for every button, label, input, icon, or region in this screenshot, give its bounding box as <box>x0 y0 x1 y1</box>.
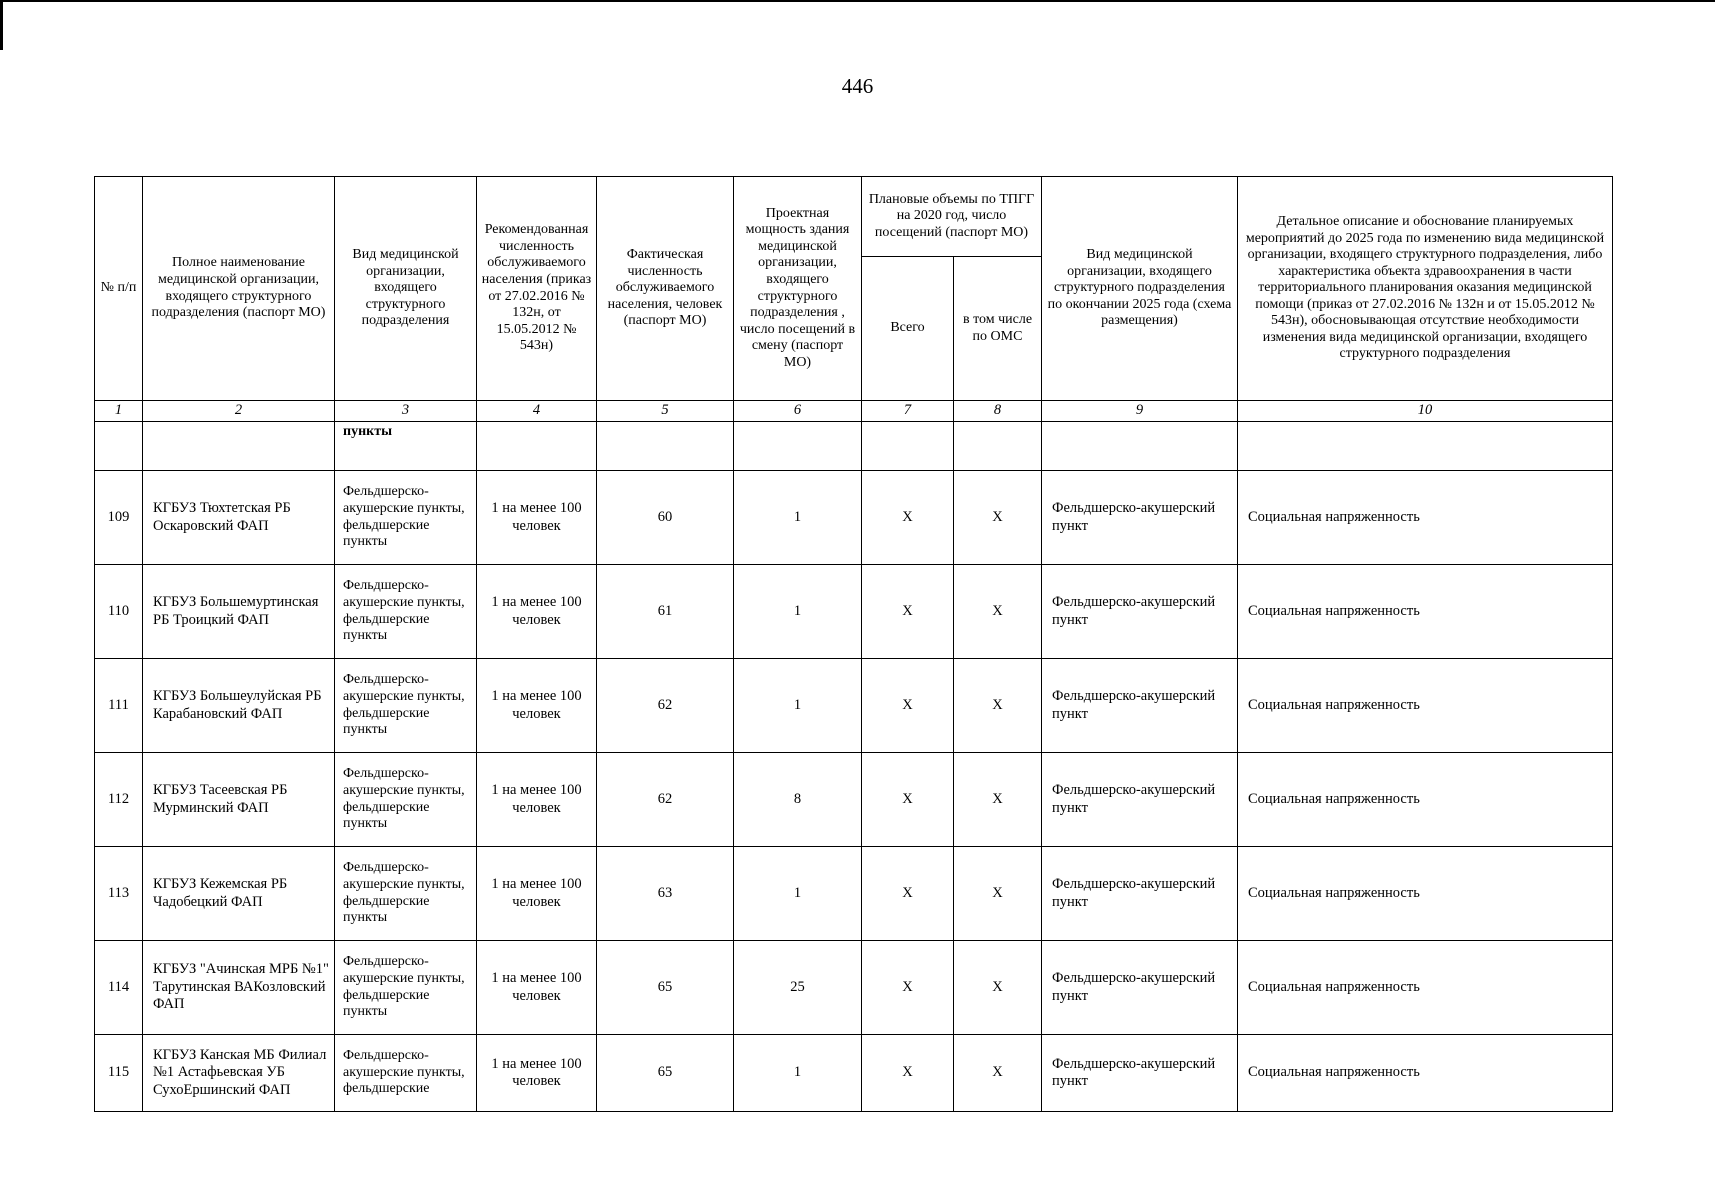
header-actual-population: Фактическая численность обслуживаемого населения, человек (паспорт МО) <box>597 177 734 401</box>
header-total: Всего <box>862 257 954 401</box>
actual-population: 62 <box>597 753 734 847</box>
kind-2025: Фельдшерско-акушерский пункт <box>1042 471 1238 565</box>
column-number: 2 <box>143 401 335 422</box>
column-number: 9 <box>1042 401 1238 422</box>
design-capacity: 1 <box>734 471 862 565</box>
design-capacity: 25 <box>734 941 862 1035</box>
kind-2025: Фельдшерско-акушерский пункт <box>1042 847 1238 941</box>
planned-total: Х <box>862 471 954 565</box>
row-number: 110 <box>95 565 143 659</box>
row-number: 115 <box>95 1035 143 1112</box>
description: Социальная напряженность <box>1238 659 1613 753</box>
org-name: КГБУЗ Большемуртинская РБ Троицкий ФАП <box>143 565 335 659</box>
header-design-capacity: Проектная мощность здания медицинской организации, входящего структурного подразделения , число посещений в смену (паспорт МО) <box>734 177 862 401</box>
org-name: КГБУЗ Канская МБ Филиал №1 Астафьевская УБ СухоЕршинский ФАП <box>143 1035 335 1112</box>
column-number: 3 <box>335 401 477 422</box>
page-number: 446 <box>841 74 874 98</box>
planned-total: Х <box>862 753 954 847</box>
header-description: Детальное описание и обоснование планируемых мероприятий до 2025 года по изменению вида медицинской организации, входящего структурного подразделения, либо характеристика объекта здравоохранения в части территориального планирования оказания медицинской помощи (приказ от 27.02.2016 № 132н и от 15.05.2012 № 543н), обосновывающая отсутствие необходимости изменения вида медицинской организации, входящего структурного подразделения <box>1238 177 1613 401</box>
table-row <box>95 471 1613 565</box>
column-number: 1 <box>95 401 143 422</box>
recommended-population: 1 на менее 100 человек <box>477 847 597 941</box>
table-container <box>94 176 1612 1112</box>
planned-oms: Х <box>954 565 1042 659</box>
planned-oms: Х <box>954 847 1042 941</box>
planned-total: Х <box>862 565 954 659</box>
table-row <box>95 659 1613 753</box>
recommended-population: 1 на менее 100 человек <box>477 753 597 847</box>
column-number: 4 <box>477 401 597 422</box>
actual-population: 63 <box>597 847 734 941</box>
org-name: КГБУЗ Большеулуйская РБ Карабановский ФАП <box>143 659 335 753</box>
org-kind: Фельдшерско-акушерские пункты, фельдшерские пункты <box>335 659 477 753</box>
kind-2025: Фельдшерско-акушерский пункт <box>1042 941 1238 1035</box>
row-number: 113 <box>95 847 143 941</box>
recommended-population: 1 на менее 100 человек <box>477 1035 597 1112</box>
table-row <box>95 1035 1613 1112</box>
scan-left-edge-mark <box>0 0 3 50</box>
description: Социальная напряженность <box>1238 565 1613 659</box>
org-name: КГБУЗ Кежемская РБ Чадобецкий ФАП <box>143 847 335 941</box>
planned-total: Х <box>862 847 954 941</box>
kind-2025: Фельдшерско-акушерский пункт <box>1042 565 1238 659</box>
table-row <box>95 753 1613 847</box>
column-number: 7 <box>862 401 954 422</box>
row-number: 112 <box>95 753 143 847</box>
planned-oms: Х <box>954 659 1042 753</box>
column-number-row <box>95 401 1613 422</box>
column-number: 5 <box>597 401 734 422</box>
row-number: 114 <box>95 941 143 1035</box>
description: Социальная напряженность <box>1238 471 1613 565</box>
org-name: КГБУЗ Тасеевская РБ Мурминский ФАП <box>143 753 335 847</box>
recommended-population: 1 на менее 100 человек <box>477 565 597 659</box>
header-kind-2025: Вид медицинской организации, входящего структурного подразделения по окончании 2025 года (схема размещения) <box>1042 177 1238 401</box>
row-number: 111 <box>95 659 143 753</box>
actual-population: 62 <box>597 659 734 753</box>
planned-total: Х <box>862 941 954 1035</box>
design-capacity: 1 <box>734 847 862 941</box>
recommended-population: 1 на менее 100 человек <box>477 659 597 753</box>
planned-oms: Х <box>954 941 1042 1035</box>
design-capacity: 1 <box>734 565 862 659</box>
continuation-kind: пункты <box>335 422 477 471</box>
kind-2025: Фельдшерско-акушерский пункт <box>1042 753 1238 847</box>
org-kind: Фельдшерско-акушерские пункты, фельдшерские пункты <box>335 847 477 941</box>
description: Социальная напряженность <box>1238 753 1613 847</box>
planned-oms: Х <box>954 753 1042 847</box>
design-capacity: 8 <box>734 753 862 847</box>
header-oms: в том числе по ОМС <box>954 257 1042 401</box>
facilities-table <box>94 176 1613 1112</box>
header-recommended-population: Рекомендованная численность обслуживаемого населения (приказ от 27.02.2016 № 132н, от 15.05.2012 № 543н) <box>477 177 597 401</box>
planned-oms: Х <box>954 471 1042 565</box>
planned-oms: Х <box>954 1035 1042 1112</box>
recommended-population: 1 на менее 100 человек <box>477 941 597 1035</box>
table-row <box>95 941 1613 1035</box>
header-full-name: Полное наименование медицинской организации, входящего структурного подразделения (паспорт МО) <box>143 177 335 401</box>
description: Социальная напряженность <box>1238 941 1613 1035</box>
column-number: 8 <box>954 401 1042 422</box>
org-kind: Фельдшерско-акушерские пункты, фельдшерские пункты <box>335 565 477 659</box>
kind-2025: Фельдшерско-акушерский пункт <box>1042 659 1238 753</box>
kind-2025: Фельдшерско-акушерский пункт <box>1042 1035 1238 1112</box>
table-row <box>95 847 1613 941</box>
design-capacity: 1 <box>734 659 862 753</box>
header-planned-volumes: Плановые объемы по ТПГГ на 2020 год, число посещений (паспорт МО) <box>862 177 1042 257</box>
header-num: № п/п <box>95 177 143 401</box>
org-kind: Фельдшерско-акушерские пункты, фельдшерские пункты <box>335 753 477 847</box>
row-number: 109 <box>95 471 143 565</box>
scan-top-edge <box>0 0 1715 2</box>
org-name: КГБУЗ Тюхтетская РБ Оскаровский ФАП <box>143 471 335 565</box>
description: Социальная напряженность <box>1238 1035 1613 1112</box>
org-kind: Фельдшерско-акушерские пункты, фельдшерские <box>335 1035 477 1112</box>
continuation-row <box>95 422 1613 471</box>
planned-total: Х <box>862 1035 954 1112</box>
actual-population: 65 <box>597 1035 734 1112</box>
org-name: КГБУЗ "Ачинская МРБ №1" Тарутинская ВАКозловский ФАП <box>143 941 335 1035</box>
org-kind: Фельдшерско-акушерские пункты, фельдшерские пункты <box>335 471 477 565</box>
header-kind: Вид медицинской организации, входящего структурного подразделения <box>335 177 477 401</box>
actual-population: 60 <box>597 471 734 565</box>
planned-total: Х <box>862 659 954 753</box>
actual-population: 65 <box>597 941 734 1035</box>
design-capacity: 1 <box>734 1035 862 1112</box>
recommended-population: 1 на менее 100 человек <box>477 471 597 565</box>
actual-population: 61 <box>597 565 734 659</box>
column-number: 10 <box>1238 401 1613 422</box>
description: Социальная напряженность <box>1238 847 1613 941</box>
org-kind: Фельдшерско-акушерские пункты, фельдшерские пункты <box>335 941 477 1035</box>
column-number: 6 <box>734 401 862 422</box>
table-row <box>95 565 1613 659</box>
